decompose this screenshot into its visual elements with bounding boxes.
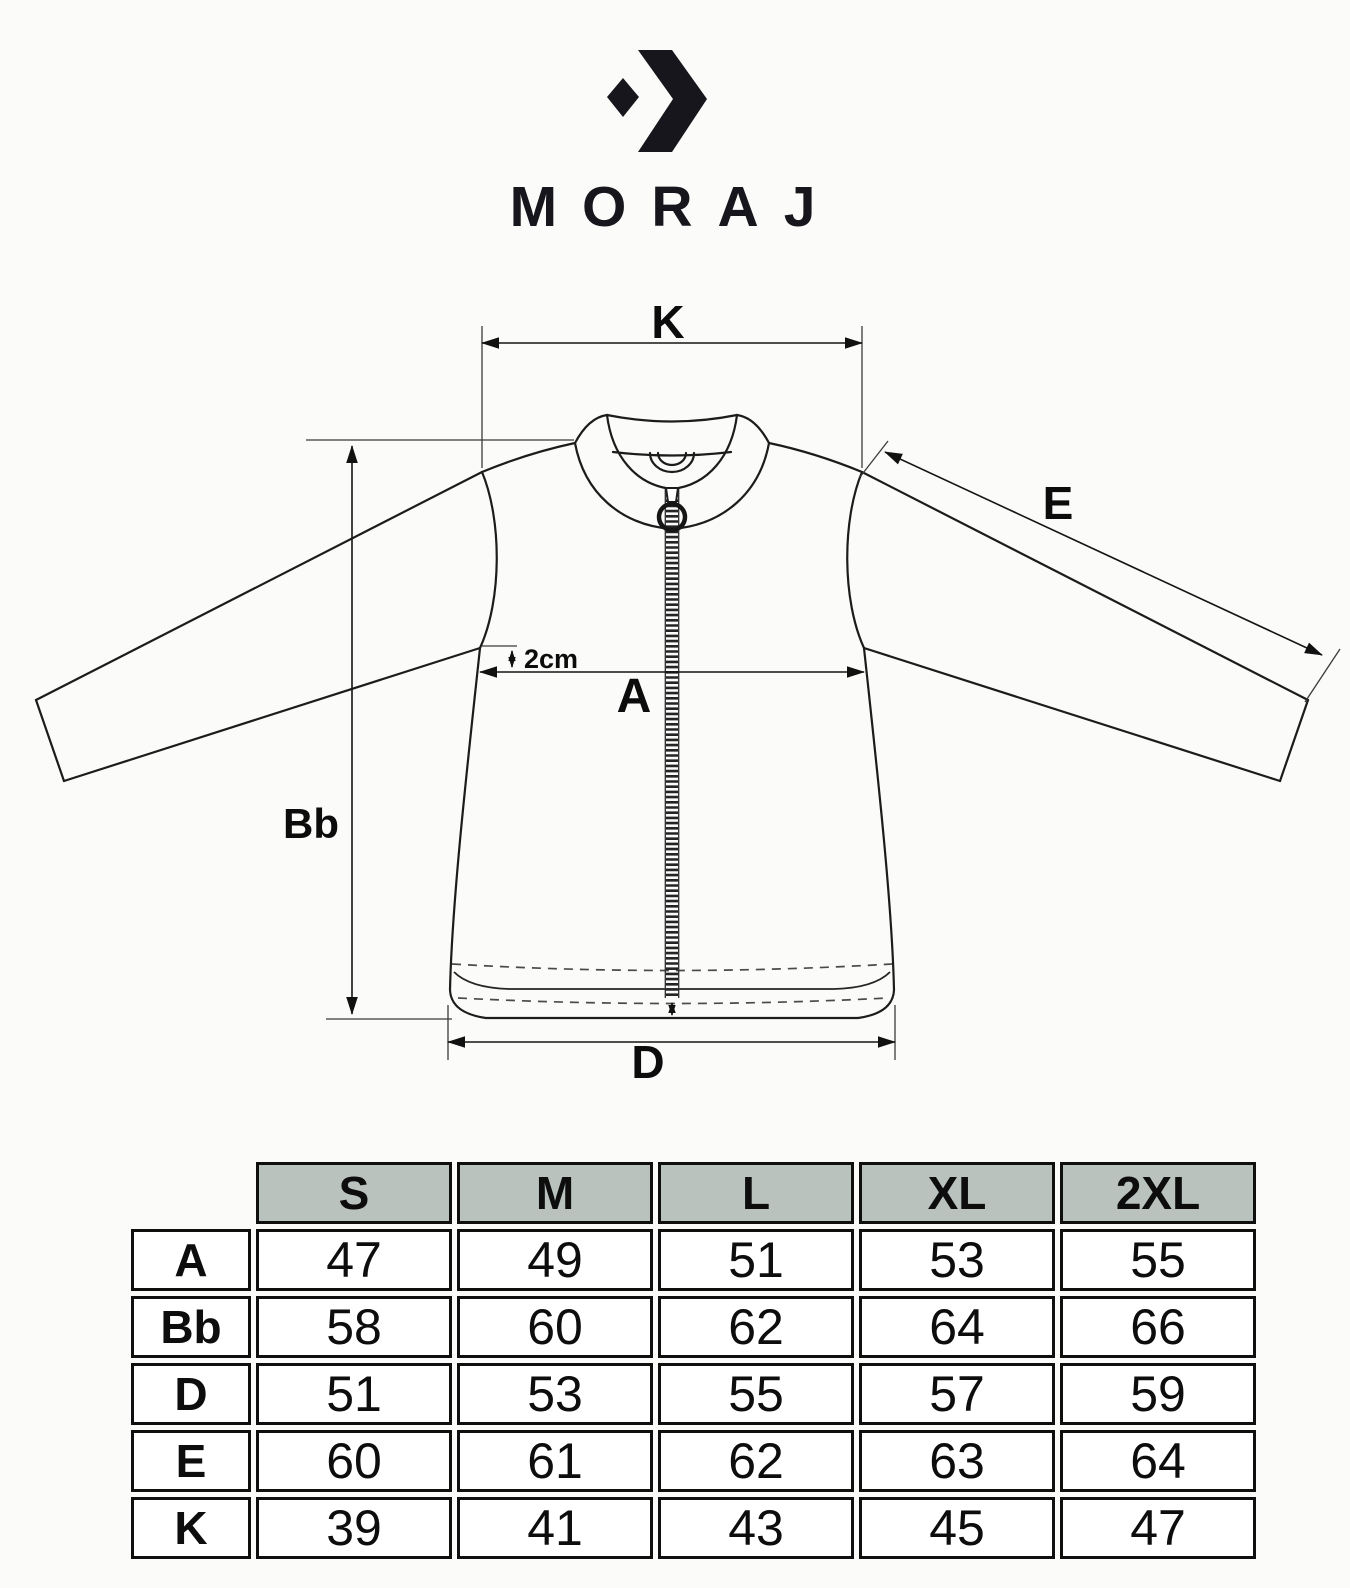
size-value-cell: 55 <box>658 1363 854 1425</box>
dimension-length-Bb <box>283 440 574 1019</box>
size-value-cell: 63 <box>859 1430 1055 1492</box>
dim-label-E: E <box>1042 477 1074 529</box>
size-col-header-m: M <box>457 1162 653 1224</box>
size-col-header-xl: XL <box>859 1162 1055 1224</box>
size-value-cell: 49 <box>457 1229 653 1291</box>
size-value-cell: 66 <box>1060 1296 1256 1358</box>
table-corner-spacer <box>131 1162 251 1224</box>
brand-name: MORAJ <box>509 175 841 239</box>
zipper-slider <box>666 488 678 502</box>
dimension-sleeve-E <box>860 441 1340 702</box>
measurement-row-label-e: E <box>131 1430 251 1492</box>
dim-label-Bb: Bb <box>283 800 339 847</box>
size-value-cell: 47 <box>1060 1497 1256 1559</box>
size-value-cell: 53 <box>457 1363 653 1425</box>
size-value-cell: 41 <box>457 1497 653 1559</box>
size-value-cell: 62 <box>658 1296 854 1358</box>
size-value-cell: 55 <box>1060 1229 1256 1291</box>
size-value-cell: 60 <box>457 1296 653 1358</box>
dimension-shoulder-K <box>482 296 862 468</box>
zipper <box>659 488 685 1015</box>
hem-stitch-bottom <box>458 998 888 1004</box>
measurement-row-label-a: A <box>131 1229 251 1291</box>
size-value-cell: 43 <box>658 1497 854 1559</box>
size-value-cell: 61 <box>457 1430 653 1492</box>
size-value-cell: 62 <box>658 1430 854 1492</box>
dim-label-A: A <box>616 670 652 723</box>
size-value-cell: 51 <box>256 1363 452 1425</box>
size-value-cell: 64 <box>859 1296 1055 1358</box>
size-value-cell: 64 <box>1060 1430 1256 1492</box>
size-value-cell: 59 <box>1060 1363 1256 1425</box>
dim-label-2cm: 2cm <box>524 644 579 674</box>
size-value-cell: 39 <box>256 1497 452 1559</box>
size-col-header-2xl: 2XL <box>1060 1162 1256 1224</box>
size-col-header-s: S <box>256 1162 452 1224</box>
size-value-cell: 60 <box>256 1430 452 1492</box>
size-value-cell: 45 <box>859 1497 1055 1559</box>
size-value-cell: 57 <box>859 1363 1055 1425</box>
size-value-cell: 53 <box>859 1229 1055 1291</box>
measurement-row-label-bb: Bb <box>131 1296 251 1358</box>
dim-label-K: K <box>651 296 685 348</box>
size-value-cell: 58 <box>256 1296 452 1358</box>
dim-label-D: D <box>631 1036 665 1088</box>
size-table <box>131 1162 1256 1559</box>
size-value-cell: 51 <box>658 1229 854 1291</box>
measurement-row-label-k: K <box>131 1497 251 1559</box>
moraj-chevron-logo-icon <box>607 50 707 152</box>
size-value-cell: 47 <box>256 1229 452 1291</box>
size-col-header-l: L <box>658 1162 854 1224</box>
measurement-row-label-d: D <box>131 1363 251 1425</box>
